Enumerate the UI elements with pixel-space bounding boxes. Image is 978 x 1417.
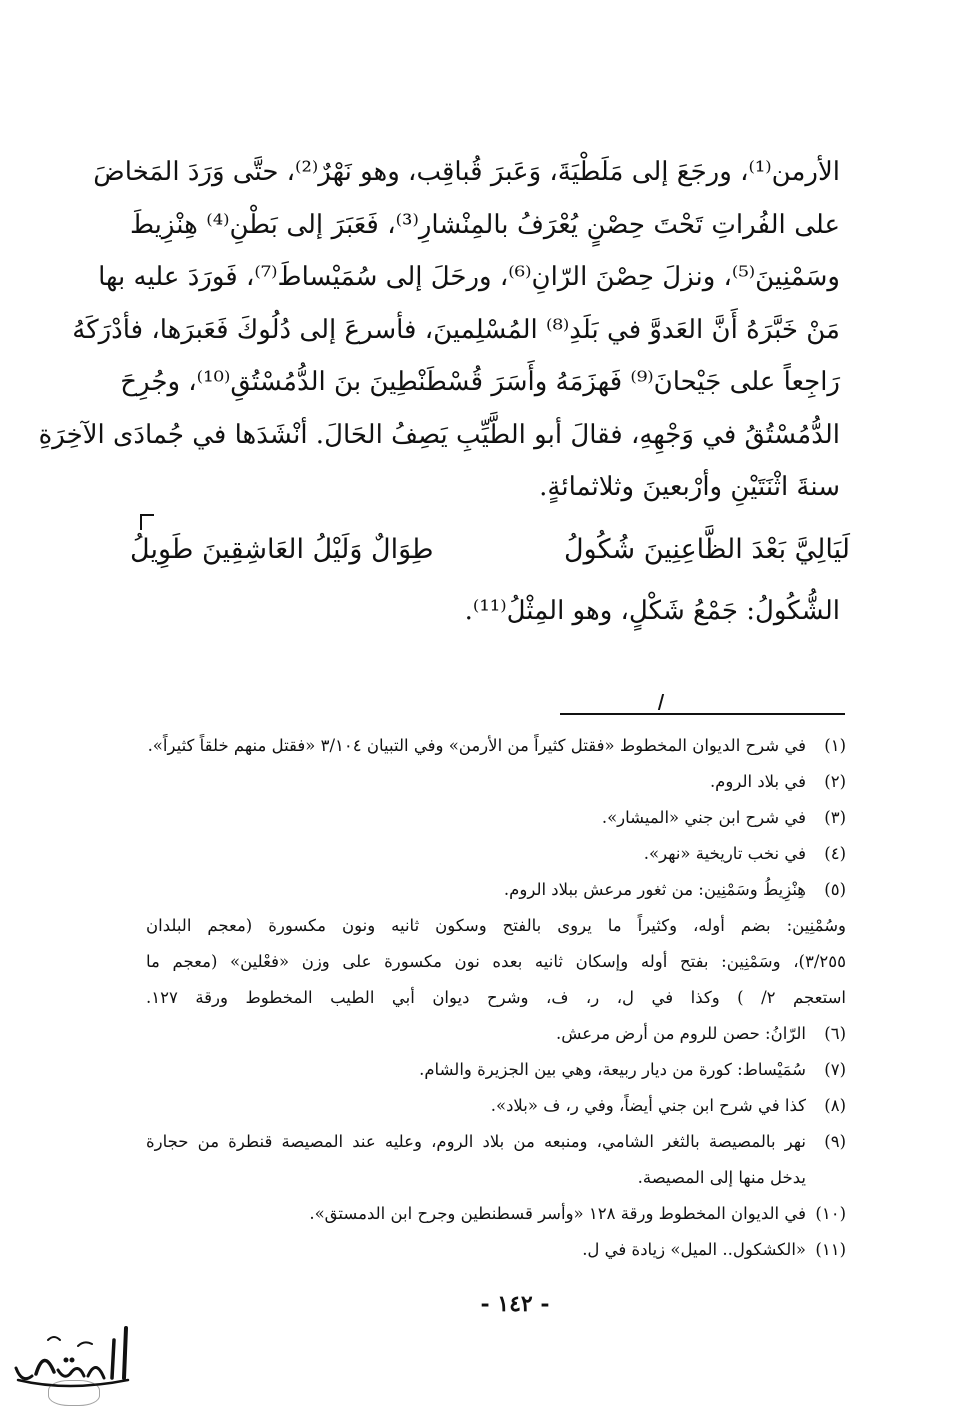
main-text-line: وسَمْنِينَ⁽⁵⁾، ونزلَ حِصْنَ الرّانِ⁽⁶⁾، ورحَلَ إلى سُمَيْساطَ⁽⁷⁾، فَورَدَ عليه بها: [98, 262, 840, 292]
watermark-logo: [8, 1318, 138, 1408]
footnote-number: (٦): [824, 1024, 846, 1043]
footnote-text: في شرح ابن جني «الميشار».: [601, 808, 806, 827]
footnote-text: سُمَيْساط: كورة من ديار ربيعة، وهي بين الجزيرة والشام.: [419, 1060, 806, 1079]
main-text-line: الدُّمُسْتُقُ في وَجْهِهِ، فقالَ أبو الطَّيِّبِ يَصِفُ الحَالَ. أنْشَدَها في جُمادَى الآخِرَةِ: [38, 419, 840, 450]
poem-verse: [130, 524, 850, 576]
footnote: [146, 872, 846, 908]
main-text-line: مَنْ خَبَّرَهُ أَنَّ العَدوَّ في بَلَدِ⁽⁸⁾ المُسْلِمينَ، فأسرعَ إلى دُلُوكَ فَعَبرَها، فأدْرَكَهُ: [72, 314, 840, 345]
footnote-number: (٣): [824, 808, 846, 827]
footnote-text: وسُمْنِين: بضم أوله، وكثيراً ما يروى بالفتح وسكون ثانيه ونون مكسورة (معجم البلدان: [146, 916, 846, 935]
footnote-separator: [560, 713, 845, 715]
main-text-line: سنةَ اثْنَتَيْنِ وأرْبعينَ وثلاثمائةٍ.: [539, 472, 840, 502]
footnote: [146, 1124, 846, 1196]
footnote-text: استعجم ٢/ ) وكذا في ل، ر، ف، وشرح ديوان أبي الطيب المخطوط ورقة ١٢٧.: [146, 988, 846, 1007]
main-text: [38, 146, 841, 514]
footnote: [146, 1196, 846, 1232]
main-text-line: على الفُراتِ تَحْتَ حِصْنٍ يُعْرَفُ بالمِنْشارِ⁽³⁾، فَعَبَرَ إلى بَطْنِ⁽⁴⁾ هِنْزِيطَ: [130, 209, 841, 240]
footnote-text: في شرح الديوان المخطوط «فقتل كثيراً من الأرمن» وفي التبيان ٣/١٠٤ «فقتل منهم خلقاً كثيراً».: [147, 736, 806, 755]
footnote-text: يدخل منها إلى المصيصة.: [637, 1168, 806, 1187]
footnote-separator-mark: [658, 694, 664, 710]
footnote-text: في نخب تاريخية «نهر».: [643, 844, 806, 863]
footnote-text: ٣/٢٥٥)، وسَمْنِين: بفتح أوله وإسكان ثانيه بعده نون مكسورة على وزن «فعْلين» (معجم ما: [146, 952, 846, 971]
page-number: - ١٤٢ -: [480, 1291, 550, 1317]
main-text-line: رَاجِعاً على جَيْحانَ⁽⁹⁾ فَهزَمَهُ وأَسَرَ قُسْطَنْطِينَ بنَ الدُّمُسْتُقِ⁽¹⁰⁾، وجُرِحَ: [120, 367, 840, 397]
main-text-line: الأرمن⁽¹⁾، ورجَعَ إلى مَلَطْيَةَ، وَعَبرَ قُباقِب، وهو نَهْرٌ⁽²⁾، حتَّى وَرَدَ المَخاضَ: [93, 157, 840, 187]
footnote: [146, 836, 846, 872]
footnote-text: كذا في شرح ابن جني أيضاً، وفي ر، ف «بلاد».: [490, 1096, 806, 1115]
footnote: [146, 1088, 846, 1124]
footnote-continuation: [146, 908, 846, 1016]
footnote: [146, 728, 846, 764]
footnote-number: (١٠): [815, 1204, 846, 1223]
footnote-number: (٤): [824, 844, 846, 863]
footnote-number: (٨): [824, 1096, 846, 1115]
footnote: [146, 1232, 846, 1268]
footnote-text: هِنْزِيطُ وسَمْنِين: من ثغور مرعش ببلاد الروم.: [503, 880, 806, 899]
verse-hemistich-first: لَيَالِيَّ بَعْدَ الظَّاعِنِينَ شُكُولُ: [564, 534, 850, 565]
footnote-number: (٥): [824, 880, 846, 899]
footnote: [146, 1052, 846, 1088]
footnote: [146, 1016, 846, 1052]
footnote: [146, 800, 846, 836]
footnote-text: الرّانُ: حصن للروم من أرض مرعش.: [555, 1024, 806, 1043]
footnote-number: (٢): [824, 772, 846, 791]
footnote-number: (١): [824, 736, 846, 755]
footnote-text: في بلاد الروم.: [709, 772, 806, 791]
footnote-number: (٩): [824, 1132, 846, 1151]
footnotes: [146, 728, 846, 1268]
footnote: [146, 764, 846, 800]
verse-hemistich-second: طِوَالٌ وَلَيْلُ العَاشِقِينَ طَوِيلُ: [130, 534, 434, 565]
footnote-number: (٧): [824, 1060, 846, 1079]
footnote-number: (١١): [815, 1240, 846, 1259]
footnote-text: «الكشكول.. الميل» زيادة في ل.: [582, 1240, 806, 1259]
footnote-text: نهر بالمصيصة بالثغر الشامي، ومنبعه من بلاد الروم، وعليه عند المصيصة قنطرة من حجارة: [146, 1132, 806, 1151]
verse-gloss: الشُّكُولُ: جَمْعُ شَكْلٍ، وهو المِثْلُ⁽¹¹⁾.: [464, 596, 840, 626]
footnote-text: في الديوان المخطوط ورقة ١٢٨ «وأسر قسطنطين وجرح ابن الدمستق».: [309, 1204, 806, 1223]
stamp-icon: [48, 1380, 100, 1406]
